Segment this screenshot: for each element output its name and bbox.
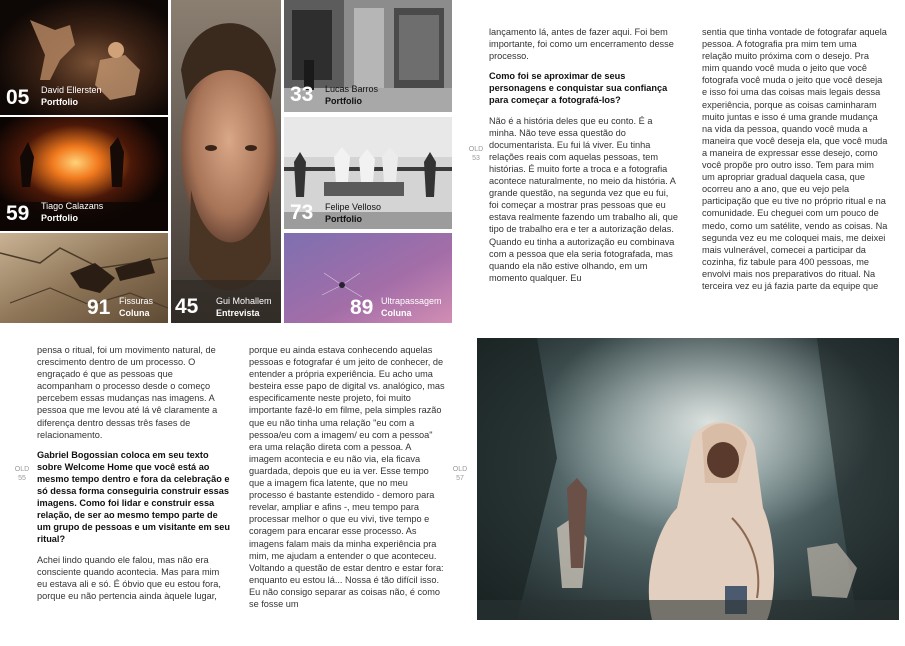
tile-subtitle: Coluna (381, 308, 412, 318)
tile-number: 33 (290, 83, 314, 106)
tile-subtitle: Portfolio (41, 213, 78, 223)
tile-ultrapassagem[interactable] (284, 233, 452, 323)
tile-subtitle: Coluna (119, 308, 150, 318)
tile-caption (41, 84, 102, 108)
column-bottom-middle (249, 344, 445, 618)
interview-question: Como foi se aproximar de seus personagens e conquistar sua confiança para começar a fotografá-los? (489, 71, 668, 106)
tile-subtitle: Portfolio (41, 97, 78, 107)
tile-title: Lucas Barros (325, 84, 379, 94)
paragraph: sentia que tinha vontade de fotografar aquela pessoa. A fotografia pra mim tem uma relação muito próxima com o desejo. Pra mim quando você muda o jeito que você fotografa você muda o jeito que você deseja e isso foi uma das coisas mais legais dessa experiência, porque as coisas caminharam muito juntas e isso é uma grande mudança na vida da pessoa, quando você muda a maneira que você deseja ela, que você muda a maneira de expressar esse desejo, como você propõe pro outro isso. Tem para mim um apropriar gradual daquela casa, que ocorreu ano a ano, que eu vejo pela participação que eu tive no próprio ritual e na comunidade. Eu cheguei com um pouco de medo, como um satélite, vendo as coisas. Na segunda vez eu me coloquei mais, me deixei mais vulnerável, comecei a participar da cozinha, fiz tabule para 400 pessoas, me envolvi mais nos preparativos do ritual. Na terceira vez eu já fazia parte da equipe que (702, 27, 888, 291)
tile-number: 89 (350, 296, 374, 319)
tile-calazans[interactable] (0, 117, 168, 231)
tile-subtitle: Portfolio (325, 214, 362, 224)
tile-subtitle: Entrevista (216, 308, 260, 318)
photo-mohallem (171, 0, 281, 323)
tile-caption (216, 295, 272, 319)
tile-caption (325, 201, 381, 225)
tile-title: Ultrapassagem (381, 296, 442, 306)
tile-number: 05 (6, 86, 30, 109)
column-bottom-left (37, 344, 231, 610)
tile-barros[interactable] (284, 0, 452, 112)
feature-photo (477, 338, 899, 620)
tile-caption (381, 295, 442, 319)
tile-title: Fissuras (119, 296, 154, 306)
page-marker-old-55: OLD 55 (14, 466, 30, 482)
paragraph: pensa o ritual, foi um movimento natural, de crescimento dentro de um processo. O engraçado é que as pessoas que acompanham o processo desde o começo percebem essas mudanças nas imagens. A pessoa que me levou até lá vê claramente a diferença dentro dessas três fases de relacionamento. (37, 345, 218, 440)
tile-number: 45 (175, 295, 199, 318)
tile-title: Gui Mohallem (216, 296, 272, 306)
tile-velloso[interactable] (284, 117, 452, 229)
tile-caption (119, 295, 153, 319)
paragraph: Achei lindo quando ele falou, mas não era consciente quando acontecia. Mas para mim eu estava ali e só. É óbvio que eu estou fora, porque eu não pertencia ainda àquele lugar, (37, 554, 221, 601)
tile-title: David Ellersten (41, 85, 102, 95)
paragraph: Não é a história deles que eu conto. É a minha. Não teve essa questão do documentarista. Eu fui lá viver. Eu tinha relações reais com aquelas pessoas, tem histórias. É muito forte a troca e a fotografia acontece naturalmente, no meio da história. A grande questão, na segunda vez que eu fui, foi começar a mostrar pras pessoas que eu estava realmente fazendo um trabalho ali, que tipo de trabalho era e ter a autorização delas. Quando eu tinha a autorização eu combinava com a pessoa que ela seria fotografada, mas quando ela não estive olhando, em um momento qualquer. Eu (489, 115, 678, 283)
tile-mohallem[interactable] (171, 0, 281, 323)
tile-caption (41, 200, 103, 224)
tile-subtitle: Portfolio (325, 96, 362, 106)
column-top-right (702, 26, 888, 300)
tile-ellersten[interactable] (0, 0, 168, 115)
column-top-left (489, 26, 680, 292)
tile-number: 91 (87, 296, 111, 319)
tile-number: 73 (290, 201, 314, 224)
feature-photo-image (477, 338, 899, 620)
paragraph: porque eu ainda estava conhecendo aquelas pessoas e fotografar é um jeito de conhecer, de entender a própria experiência. Eu acho uma besteira esse papo de digital vs. analógico, mas especificamente neste projeto, foi muito importante fazê-lo em filme, pela simples razão que eu não tinha uma relação "eu com a pessoa/eu com a imagem/ eu com a pessoa" era uma relação direta com a pessoa. A imagem acontecia e eu não via, ela ficava guardada, depois que eu ia ver. Esse tempo que a imagem fica latente, que no meu processo é bastante estendido - demoro para revelar, ampliar e afins -, meu tempo para processar melhor o que eu vivi, tive tempo e coragem para encarar esse processo. As imagens falam mais da minha experiência pra mim, me ajudam a entender o que aconteceu. Voltando a questão de estar dentro e estar fora: enquanto eu estou lá... Nossa é tão difícil isso. Eu não consigo separar as coisas não, é como se fosse um (249, 345, 445, 609)
tile-caption (325, 83, 378, 107)
tile-fissuras[interactable] (0, 233, 168, 323)
tile-title: Tiago Calazans (41, 201, 104, 211)
page-marker-old-57: OLD 57 (452, 466, 468, 482)
tile-number: 59 (6, 202, 30, 225)
page-marker-old-53: OLD 53 (468, 146, 484, 162)
tile-title: Felipe Velloso (325, 202, 382, 212)
paragraph: lançamento lá, antes de fazer aqui. Foi bem importante, foi como um encerramento desse processo. (489, 27, 674, 62)
interview-question: Gabriel Bogossian coloca em seu texto sobre Welcome Home que você está ao mesmo tempo dentro e fora da celebração e só dessa forma conseguiria construir essas imagens. Como foi lidar e construir essa relação, de ser ao mesmo tempo parte de um grupo de pessoas e um visitante em seu ritual? (37, 449, 230, 545)
